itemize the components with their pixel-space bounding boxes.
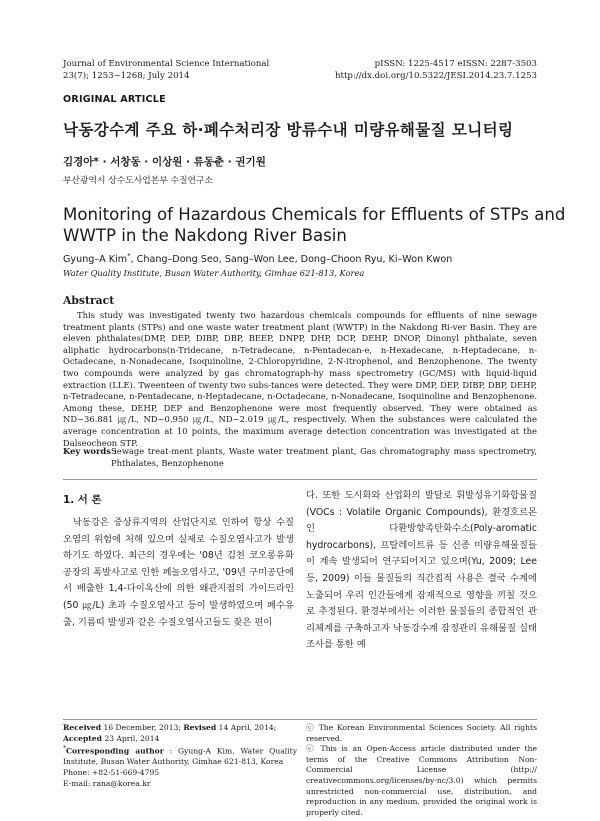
authors-english bbox=[63, 252, 452, 265]
copyright-line1: ⓒ The Korean Environmental Sciences Society. All rights reserved. bbox=[306, 723, 537, 743]
received-label: Received bbox=[63, 723, 102, 732]
keywords-text: Sewage treat-ment plants, Waste water treatment plant, Gas chromatography mass spectrometry, Phthalates, Benzophenone bbox=[111, 446, 537, 468]
intro-right-column bbox=[306, 488, 537, 654]
intro-right-text: 다. 또한 도시화와 산업화의 발달로 휘발성유기화합물질(VOCs : Volatile Organic Compounds), 환경호르몬인 다환방향족탄화수소(Poly-aromatic hydrocarbons), 프탈레이트류 등 신종 미량유해물질들이 계속 발생되어 연구되어지고 있으며(Yu, 2009; Lee 등, 2009) 이들 물질들의 직간접적 사용은 결국 수계에 노출되어 우리 인간들에게 잠재적으로 영향을 끼칠 것으로 추정된다. 환경부에서는 이러한 물질들의 종합적인 관리체계를 구축하고자 낙동강수계 잠정관리 유해물질 실태조사를 통한 예 bbox=[306, 490, 537, 651]
section-heading: 1. 서 론 bbox=[63, 494, 102, 506]
abstract-text: This study was investigated twenty two hazardous chemicals compounds for effluents of nine sewage treatment plants (STPs) and one waste water treatment plant (WWTP) in the Nakdong Ri-ver Basin. They are eleven phthalates(DMP, DEP, DIBP, DBP, BEEP, DNPP, DHP, DCP, DEHP, DNOP, Dinonyl phthalate, seven aliphatic hydrocarbons(n-Tridecane, n-Tetradecane, n-Pentadecan-e, n-Hexadecane, n-Heptadecane, n-Octadecane, n-Nonadecane, Isoquinoline, 2-Chloropyridine, 2-N-itrophenol, and Benzophenone. The twenty two compounds were analyzed by gas chromatograph-hy mass spectrometry (GC/MS) with liquid-liquid extraction (LLE). Tweenteen of twenty two subs-tances were detected. They were DMP, DEP, DIBP, DBP, DEHP, n-Tetradecane, n-Pentadecane, n-Heptadecane, n-Octadecane, n-Nonadecane, Isoquinoline and Benzophenone. Among these, DEHP, DEP and Benzophenone were most frequently observed. They were obtained as ND~36.881 ㎍/L, ND~0.950 ㎍/L, ND~2.019 ㎍/L, respectively. When the substances were calculated the average concentration at 10 points, the maximum average detection concentration was investigated at the Dalseocheon STP. bbox=[63, 310, 537, 448]
dates-line bbox=[63, 723, 297, 734]
affiliation-korean: 부산광역시 상수도사업본부 수질연구소 bbox=[63, 176, 214, 186]
article-type: ORIGINAL ARTICLE bbox=[63, 94, 166, 105]
email-link[interactable]: E-mail: rana@korea.kr bbox=[63, 778, 151, 788]
author-coauthors: , Chang–Dong Seo, Sang–Won Lee, Dong–Choon Ryu, Ki–Won Kwon bbox=[130, 254, 453, 266]
journal-name: Journal of Environmental Science International bbox=[63, 59, 270, 69]
doi-link[interactable]: http://dx.doi.org/10.5322/JESI.2014.23.7.1253 bbox=[334, 71, 537, 81]
divider-top bbox=[63, 479, 537, 480]
issn: pISSN: 1225-4517 eISSN: 2287-3503 bbox=[374, 59, 537, 69]
abstract-body bbox=[63, 310, 537, 449]
intro-left-text: 낙동강은 중상류지역의 산업단지로 인하여 항상 수질오염의 위험에 처해 있으며 실제로 수질오염사고가 발생하기도 하였다. 최근의 경우에는 '08년 김천 코오롱유화공장의 폭발사고로 인한 페놀오염사고, '09년 구미공단에서 배출한 1,4-다이옥산에 의한 왜관지점의 가이드라인(50 ㎍/L) 초과 수질오염사고 등이 발생하였으며 폐수유출, 기름띠 발생과 같은 수질오염사고들도 잦은 편이 bbox=[63, 517, 294, 628]
accepted-date: 23 April, 2014 bbox=[101, 733, 160, 743]
revised-date: 14 April, 2014; bbox=[216, 723, 277, 732]
revised-label: Revised bbox=[183, 723, 217, 732]
title-korean: 낙동강수계 주요 하·폐수처리장 방류수내 미량유해물질 모니터링 bbox=[63, 121, 514, 139]
authors-korean: 김경아* · 서창동 · 이상원 · 류동춘 · 권기원 bbox=[63, 156, 266, 168]
abstract-heading: Abstract bbox=[63, 294, 115, 307]
title-english-line1: Monitoring of Hazardous Chemicals for Effluents of STPs and bbox=[63, 205, 566, 224]
affiliation-english: Water Quality Institute, Busan Water Authority, Gimhae 621-813, Korea bbox=[63, 268, 365, 278]
phone: Phone: +82-51-669-4795 bbox=[63, 767, 160, 777]
divider-footnote bbox=[63, 719, 537, 720]
keywords bbox=[63, 446, 537, 469]
author-corresponding: Gyung–A Kim bbox=[63, 254, 128, 266]
corresponding-text: : Gyung-A Kim, Water Quality Institute, Busan Water Authority, Gimhae 621-813, Korea bbox=[63, 746, 297, 767]
title-english-line2: WWTP in the Nakdong River Basin bbox=[63, 226, 347, 245]
accepted-label: Accepted bbox=[63, 733, 102, 743]
keywords-label: Key words : bbox=[63, 446, 117, 456]
corresponding-author: *Corresponding author : Gyung-A Kim, Water Quality Institute, Busan Water Authority, Gimhae 621-813, Korea bbox=[63, 745, 297, 767]
intro-left-column bbox=[63, 515, 294, 631]
received-date: 16 December, 2013; bbox=[101, 723, 184, 732]
corresponding-mark: * bbox=[127, 252, 131, 260]
copyright-line2: ⓒ This is an Open-Access article distributed under the terms of the Creative Commons Attribution Non-Commercial License (http:// creativecommons.org/licenses/by-nc/3.0) which permits unrestricted non-commercial use, distribution, and reproduction in any medium, provided the original work is properly cited. bbox=[306, 744, 537, 817]
copyright-notice bbox=[306, 723, 537, 818]
journal-volume: 23(7); 1253~1268; July 2014 bbox=[63, 71, 190, 81]
corresponding-label: Corresponding author bbox=[66, 746, 164, 756]
article-history bbox=[63, 723, 297, 789]
accepted-line bbox=[63, 734, 297, 745]
title-english bbox=[63, 204, 565, 246]
